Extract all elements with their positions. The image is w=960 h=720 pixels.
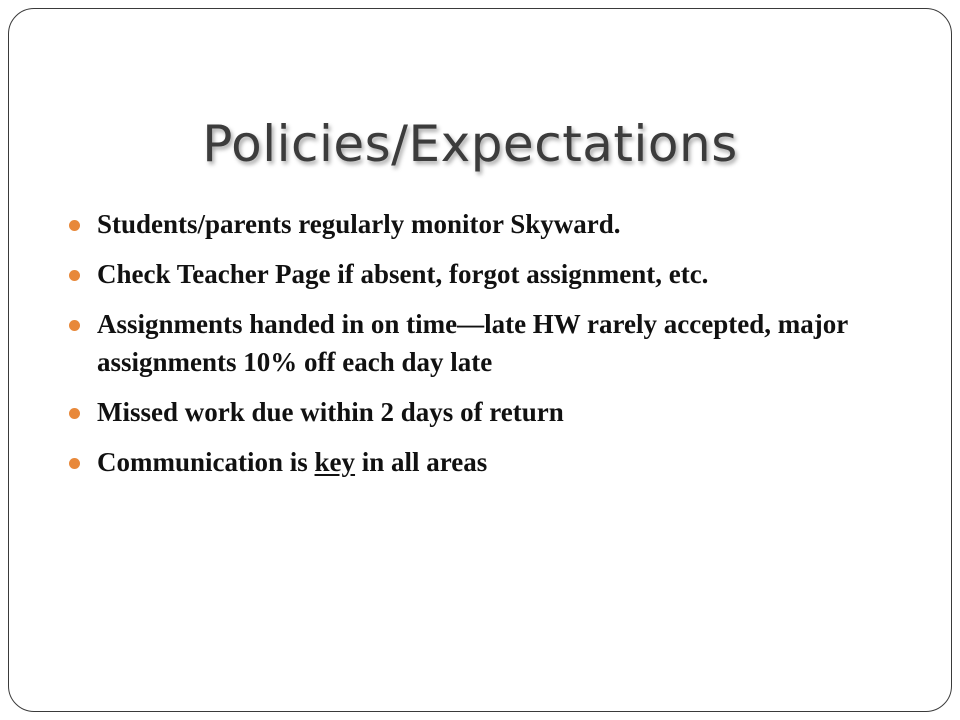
bullet-text: Missed work due within 2 days of return [97,397,564,427]
bullet-text-after: in all areas [355,447,488,477]
list-item [69,443,909,481]
list-item [69,305,909,381]
bullet-text: Check Teacher Page if absent, forgot assignment, etc. [97,259,709,289]
list-item [69,393,909,431]
bullet-text: Assignments handed in on time—late HW rarely accepted, major assignments 10% off each day late [97,309,848,377]
bullet-dot-icon [69,408,80,419]
bullet-dot-icon [69,220,80,231]
bullet-dot-icon [69,320,80,331]
list-item [69,205,909,243]
bullet-text-before: Communication is [97,447,315,477]
slide-title: Policies/Expectations [202,115,738,173]
slide-frame [8,8,952,712]
bullet-key-word: key [314,447,356,477]
bullet-list [69,205,909,493]
list-item [69,255,909,293]
bullet-dot-icon [69,270,80,281]
bullet-text: Students/parents regularly monitor Skyward. [97,209,621,239]
bullet-dot-icon [69,458,80,469]
